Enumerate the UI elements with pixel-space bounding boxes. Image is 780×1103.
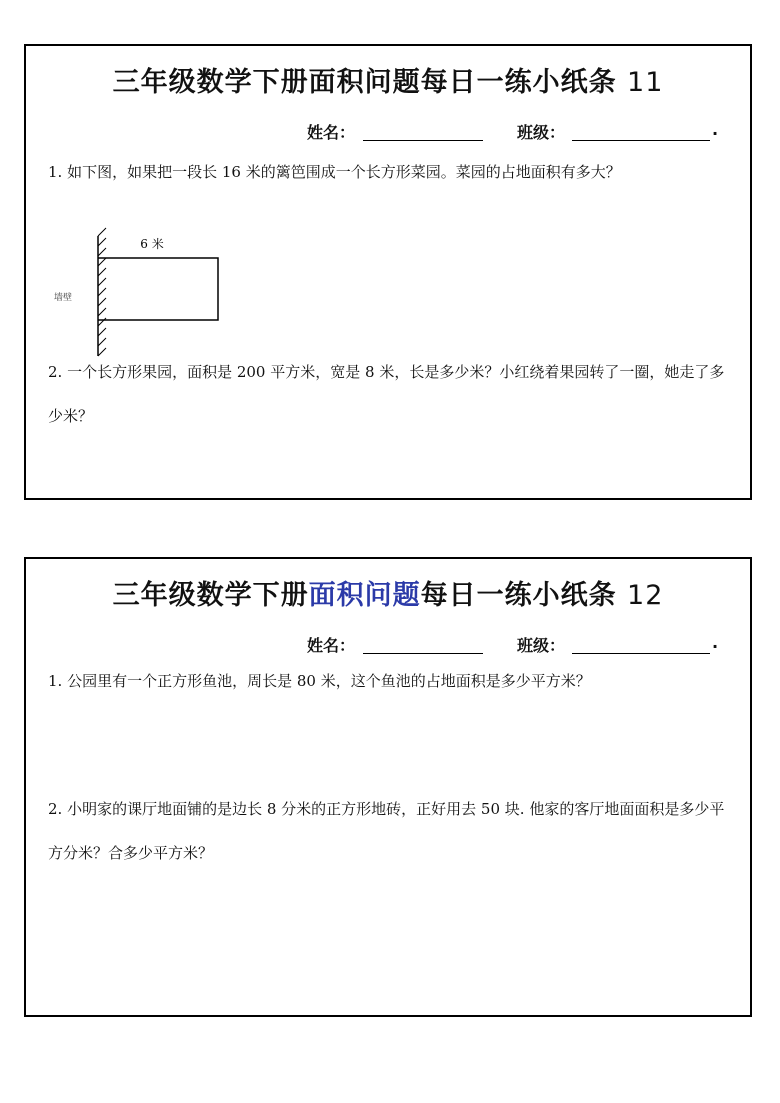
- worksheet-title: [26, 573, 750, 612]
- title-number: 11: [627, 67, 664, 98]
- wall-hatching: [98, 228, 106, 356]
- student-info: [26, 120, 750, 144]
- question-2: 2. 一个长方形果园，面积是 200 平方米，宽是 8 米，长是多少米？小红绕着果园转了一圈，她走了多少米？: [48, 363, 725, 425]
- title-text-part2: 每日一练小纸条: [420, 580, 617, 611]
- fence-rectangle: [98, 258, 218, 320]
- side-length-label: 6 米: [140, 237, 164, 251]
- class-label: 班级：: [517, 636, 566, 655]
- class-blank[interactable]: [572, 140, 710, 141]
- wall-label: 墙壁: [54, 293, 73, 303]
- title-text-part1: 三年级数学下册: [112, 580, 309, 611]
- worksheet-12: [24, 557, 752, 1017]
- question-2: 2. 小明家的课厅地面铺的是边长 8 分米的正方形地砖，正好用去 50 块. 他家的客厅地面面积是多少平方分米？合多少平方米？: [48, 800, 725, 862]
- worksheet-title: [26, 60, 750, 99]
- title-number: 12: [627, 580, 664, 611]
- title-text: 三年级数学下册面积问题每日一练小纸条: [112, 67, 617, 98]
- student-info: [26, 633, 750, 657]
- name-label: 姓名：: [307, 636, 356, 655]
- garden-figure: [44, 224, 244, 364]
- class-label: 班级：: [517, 123, 566, 142]
- question-1: 1. 公园里有一个正方形鱼池，周长是 80 米，这个鱼池的占地面积是多少平方米？: [48, 672, 591, 690]
- question-1: 1. 如下图，如果把一段长 16 米的篱笆围成一个长方形菜园。菜园的占地面积有多大？: [48, 163, 621, 181]
- name-blank[interactable]: [363, 140, 483, 141]
- end-mark: .: [712, 633, 719, 652]
- worksheet-11: [24, 44, 752, 500]
- end-mark: .: [712, 120, 719, 139]
- class-blank[interactable]: [572, 653, 710, 654]
- name-blank[interactable]: [363, 653, 483, 654]
- title-highlight: 面积问题: [308, 580, 421, 611]
- name-label: 姓名：: [307, 123, 356, 142]
